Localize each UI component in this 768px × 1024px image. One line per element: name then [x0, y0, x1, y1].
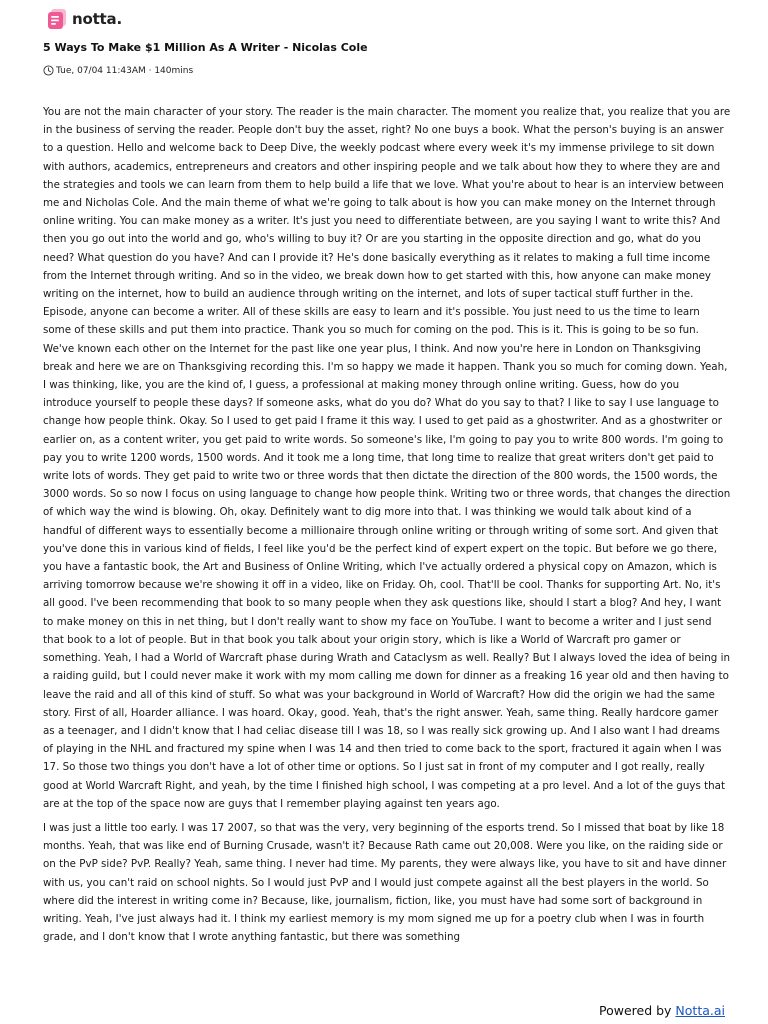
notta-link[interactable]: Notta.ai [675, 1003, 725, 1018]
notta-logo-icon [46, 8, 68, 30]
clock-icon [43, 65, 54, 76]
brand-name: notta. [72, 10, 122, 28]
transcript-paragraph: I was just a little too early. I was 17 2007, so that was the very, very beginning of the esports trend. So I missed that boat by like 18 months. Yeah, that was like end of Burning Crusade, wasn't it? Because Rath came out 20,008. Were you like, on the raiding side or on the PvP side? PvP. Really? Yeah, same thing. I never had time. My parents, they were always like, you have to sit and have dinner with us, you can't raid on school nights. So I would just PvP and I would just compete against all the best players in the world. So where did the interest in writing come in? Because, like, journalism, fiction, like, you must have had some sort of background in writing. Yeah, I've just always had it. I think my earliest memory is my mom signed me up for a poetry club when I was in fourth grade, and I don't know that I wrote anything fantastic, but there was something [43, 821, 727, 944]
transcript-body [43, 103, 731, 1003]
document-title: 5 Ways To Make $1 Million As A Writer - Nicolas Cole [43, 41, 368, 54]
document-meta [43, 65, 193, 76]
transcript-paragraph: You are not the main character of your story. The reader is the main character. The moment you realize that, you realize that you are in the business of serving the reader. People don't buy the asset, right? No one buys a book. What the person's buying is an answer to a question. Hello and welcome back to Deep Dive, the weekly podcast where every week it's my immense privilege to sit down with authors, academics, entrepreneurs and creators and other inspiring people and we talk about how they to where they are and the strategies and tools we can learn from them to help build a life that we love. What you're about to hear is an interview between me and Nicholas Cole. And the main theme of what we're going to talk about is how you can make money on the Internet through online writing. You can make money as a writer. It's just you need to differentiate between, are you saying I want to write this? And then you go out into the world and go, who's willing to buy it? Or are you starting in the opposite direction and go, what do you need? What question do you have? And can I provide it? He's done basically everything as it relates to making a full time income from the Internet through writing. And so in the video, we break down how to get started with this, how anyone can make money writing on the internet, how to build an audience through writing on the internet, and lots of super tactical stuff further in the. Episode, anyone can become a writer. All of these skills are easy to learn and it's possible. You just need to us the time to learn some of these skills and put them into practice. Thank you so much for coming on the pod. This is it. This is going to be so fun. We've known each other on the Internet for the past like one year plus, I think. And now you're here in London on Thanksgiving break and here we are on Thanksgiving recording this. I'm so happy we made it happen. Thank you so much for coming down. Yeah, I was thinking, like, you are the kind of, I guess, a professional at making money through online writing. Guess, how do you introduce yourself to people these days? If someone asks, what do you do? What do you say to that? I like to say I use language to change how people think. Okay. So I used to get paid I frame it this way. I used to get paid as a ghostwriter. And as a ghostwriter or earlier on, as a content writer, you get paid to write words. So someone's like, I'm going to pay you to write 800 words. I'm going to pay you to write 1200 words, 1500 words. And it took me a long time, that long time to realize that great writers don't get paid to write lots of words. They get paid to write two or three words that then dictate the direction of the 800 words, the 1500 words, the 3000 words. So so now I focus on using language to change how people think. Writing two or three words, that changes the direction of which way the wind is blowing. Oh, okay. Definitely want to dig more into that. I was thinking we would talk about kind of a handful of different ways to essentially become a millionaire through online writing or through writing of some sort. And given that you've done this in various kind of fields, I feel like you'd be the perfect kind of expert expert on the topic. But before we go there, you have a fantastic book, the Art and Business of Online Writing, which I've actually ordered a physical copy on Amazon, which is arriving tomorrow because we're showing it off in a video, like on Friday. Oh, cool. That'll be cool. Thanks for supporting Art. No, it's all good. I've been recommending that book to so many people when they ask questions like, should I start a blog? And hey, I want to make money on this in net thing, but I don't really want to show my face on YouTube. I want to become a writer and I just send that book to a lot of people. But in that book you talk about your origin story, which is like a World of Warcraft pro gamer or something. Yeah, I had a World of Warcraft phase during Wrath and Cataclysm as well. Really? But I always loved the idea of being in a raiding guild, but I could never make it work with my mom calling me down for dinner as a freaking 16 year old and then having to leave the raid and all of this kind of stuff. So what was your background in World of Warcraft? How did the origin we had the same story. First of all, Hoarder alliance. I was hoard. Okay, good. Yeah, that's the right answer. Yeah, same thing. Really hardcore gamer as a teenager, and I didn't know that I had celiac disease till I was 18, so I was really sick growing up. And I also want I had dreams of playing in the NHL and fractured my spine when I was 14 and then tried to come back to the sport, fractured it again when I was 17. So those two things you don't have a lot of other time or options. So I just sat in front of my computer and I got really, really good at World Warcraft Right, and yeah, by the time I finished high school, I was competing at a pro level. And a lot of the guys that are at the top of the space now are guys that I remember playing against ten years ago. [43, 106, 731, 810]
header [46, 7, 122, 31]
footer-prefix: Powered by [598, 1003, 676, 1018]
footer [599, 1003, 725, 1018]
meta-text: Tue, 07/04 11:43AM · 140mins [56, 65, 194, 76]
